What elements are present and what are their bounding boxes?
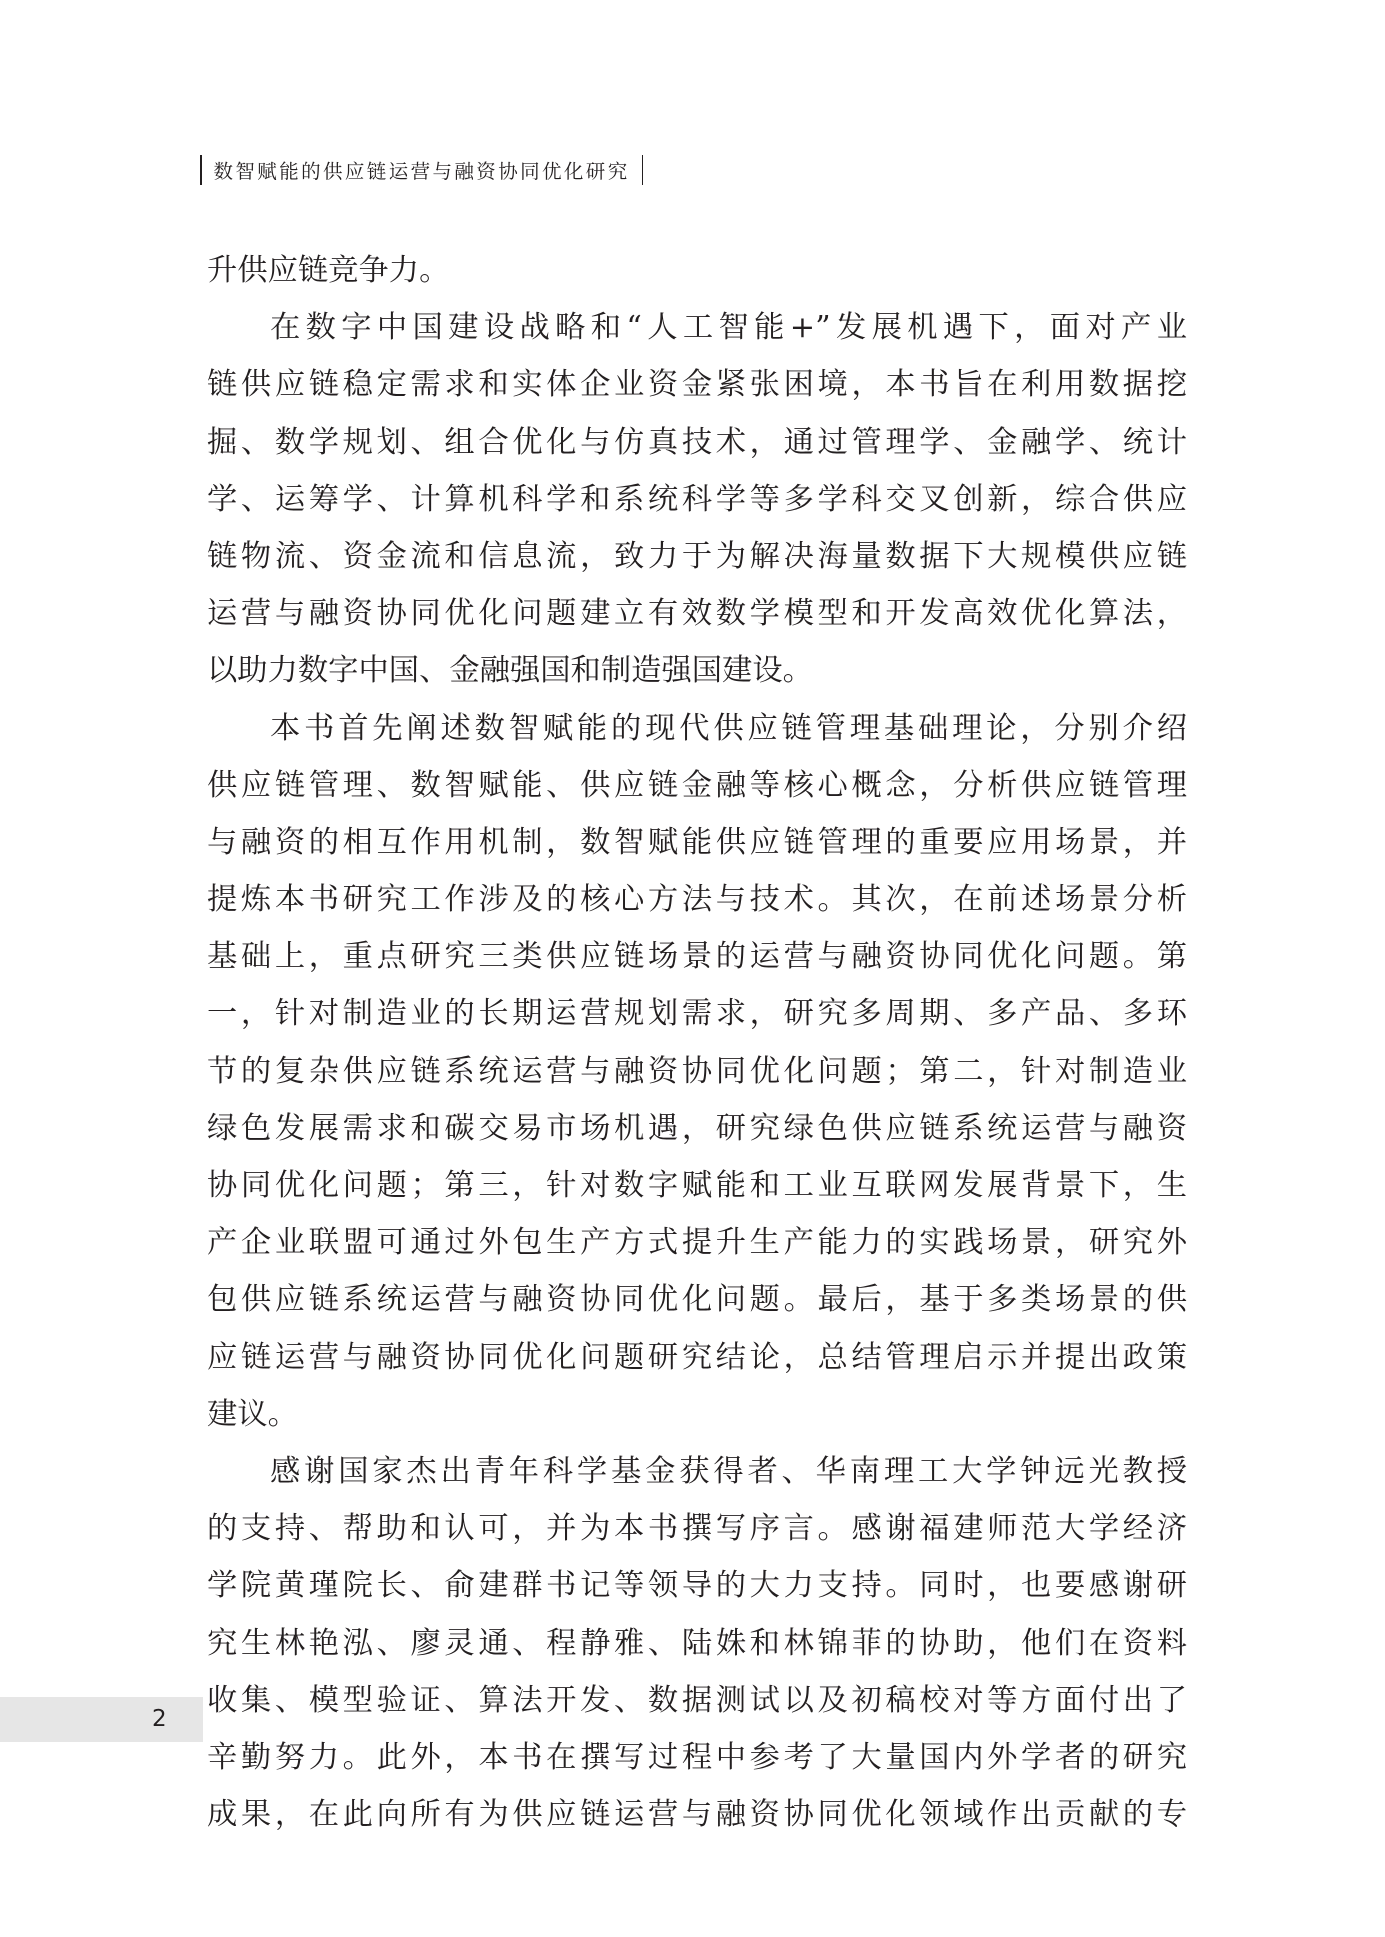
page-number-tab [0,1697,203,1742]
text-line: 基础上，重点研究三类供应链场景的运营与融资协同优化问题。第 [207,939,1187,975]
text-line: 辛勤努力。此外，本书在撰写过程中参考了大量国内外学者的研究 [207,1739,1187,1775]
text-line: 掘、数学规划、组合优化与仿真技术，通过管理学、金融学、统计 [207,424,1187,460]
text-line: 成果，在此向所有为供应链运营与融资协同优化领域作出贡献的专 [207,1797,1187,1833]
text-line: 节的复杂供应链系统运营与融资协同优化问题；第二，针对制造业 [207,1053,1187,1089]
paragraph-last-line: 以助力数字中国、金融强国和制造强国建设。 [207,653,813,689]
text-line: 升供应链竞争力。 [207,253,450,288]
text-line: 包供应链系统运营与融资协同优化问题。最后，基于多类场景的供 [207,1282,1187,1318]
paragraph-first-line: 在数字中国建设战略和“人工智能+”发展机遇下，面对产业 [270,310,1187,346]
text-line: 协同优化问题；第三，针对数字赋能和工业互联网发展背景下，生 [207,1168,1187,1203]
text-line: 一，针对制造业的长期运营规划需求，研究多周期、多产品、多环 [207,996,1187,1032]
paragraph-first-line: 本书首先阐述数智赋能的现代供应链管理基础理论，分别介绍 [270,710,1187,746]
text-line: 应链运营与融资协同优化问题研究结论，总结管理启示并提出政策 [207,1339,1187,1375]
paragraph-first-line: 感谢国家杰出青年科学基金获得者、华南理工大学钟远光教授 [270,1453,1187,1489]
text-line: 提炼本书研究工作涉及的核心方法与技术。其次，在前述场景分析 [207,882,1187,918]
body-text [207,242,1187,1843]
text-line: 产企业联盟可通过外包生产方式提升生产能力的实践场景，研究外 [207,1225,1187,1261]
running-header [200,155,643,185]
text-line: 学、运筹学、计算机科学和系统科学等多学科交叉创新，综合供应 [207,481,1187,517]
text-line: 绿色发展需求和碳交易市场机遇，研究绿色供应链系统运营与融资 [207,1110,1187,1146]
text-line: 的支持、帮助和认可，并为本书撰写序言。感谢福建师范大学经济 [207,1511,1187,1547]
text-line: 收集、模型验证、算法开发、数据测试以及初稿校对等方面付出了 [207,1682,1187,1718]
paragraph-last-line: 建议。 [207,1396,298,1432]
text-line: 究生林艳泓、廖灵通、程静雅、陆姝和林锦菲的协助，他们在资料 [207,1625,1187,1661]
text-line: 链供应链稳定需求和实体企业资金紧张困境，本书旨在利用数据挖 [207,367,1187,403]
text-line: 运营与融资协同优化问题建立有效数学模型和开发高效优化算法， [207,596,1187,632]
text-line: 与融资的相互作用机制，数智赋能供应链管理的重要应用场景，并 [207,824,1187,860]
header-right-rule [642,155,644,185]
page-number: 2 [152,1706,167,1732]
text-line: 供应链管理、数智赋能、供应链金融等核心概念，分析供应链管理 [207,767,1187,803]
text-line: 学院黄瑾院长、俞建群书记等领导的大力支持。同时，也要感谢研 [207,1568,1187,1604]
running-header-title: 数智赋能的供应链运营与融资协同优化研究 [213,160,630,183]
text-line: 链物流、资金流和信息流，致力于为解决海量数据下大规模供应链 [207,538,1187,574]
